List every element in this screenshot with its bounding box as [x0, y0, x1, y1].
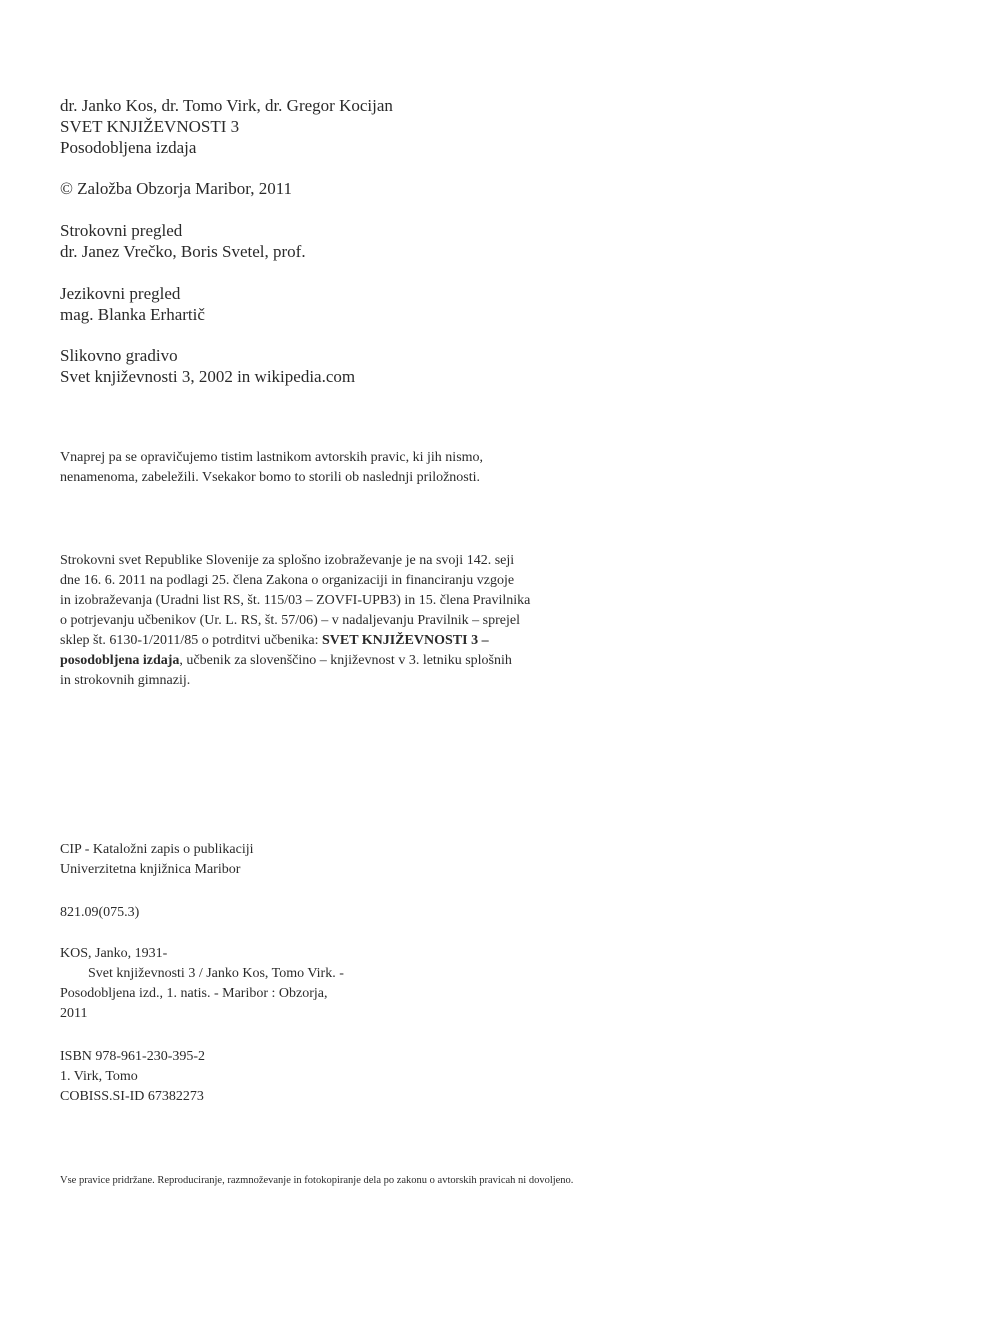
approval-line: dne 16. 6. 2011 na podlagi 25. člena Zakona o organizaciji in financiranju vzgoje — [60, 573, 515, 588]
edition: Posodobljena izdaja — [60, 138, 197, 157]
images-block — [60, 345, 355, 387]
approval-text: sklep št. 6130-1/2011/85 o potrditvi učbenika: — [60, 633, 322, 648]
approval-line: o potrjevanju učbenikov (Ur. L. RS, št. 57/06) – v nadaljevanju Pravilnik – sprejel — [60, 613, 520, 628]
cip-entry — [60, 944, 344, 1024]
language-review-block — [60, 283, 205, 325]
apology-block — [60, 448, 483, 488]
cip-header — [60, 840, 254, 880]
cobiss-id: COBISS.SI-ID 67382273 — [60, 1089, 204, 1104]
added-entry: 1. Virk, Tomo — [60, 1069, 138, 1084]
book-title: SVET KNJIŽEVNOSTI 3 — [60, 117, 240, 136]
review-block — [60, 220, 306, 262]
review-label: Strokovni pregled — [60, 221, 183, 240]
approval-block — [60, 551, 530, 691]
approval-line — [60, 631, 530, 651]
approval-line: Strokovni svet Republike Slovenije za splošno izobraževanje je na svoji 142. seji — [60, 553, 515, 568]
language-review-label: Jezikovni pregled — [60, 284, 181, 303]
cip-udc — [60, 903, 139, 923]
rights-notice — [60, 1174, 573, 1188]
cip-entry-line: Posodobljena izd., 1. natis. - Maribor : Obzorja, — [60, 986, 328, 1001]
apology-line: nenamenoma, zabeležili. Vsekakor bomo to storili ob naslednji priložnosti. — [60, 470, 481, 485]
cip-line: CIP - Kataložni zapis o publikaciji — [60, 842, 254, 857]
copyright-text: © Založba Obzorja Maribor, 2011 — [60, 179, 293, 198]
approval-text: , učbenik za slovenščino – književnost v 3. letniku splošnih — [179, 653, 512, 668]
apology-line: Vnaprej pa se opravičujemo tistim lastnikom avtorskih pravic, ki jih nismo, — [60, 450, 484, 465]
cip-line: Univerzitetna knjižnica Maribor — [60, 862, 241, 877]
cip-entry-line: KOS, Janko, 1931- — [60, 946, 168, 961]
images-label: Slikovno gradivo — [60, 346, 178, 365]
approval-line — [60, 651, 530, 671]
language-review-names: mag. Blanka Erhartič — [60, 305, 205, 324]
approval-title-bold: SVET KNJIŽEVNOSTI 3 – — [321, 633, 489, 648]
cip-entry-line: Svet književnosti 3 / Janko Kos, Tomo Virk. - — [88, 966, 344, 981]
review-names: dr. Janez Vrečko, Boris Svetel, prof. — [60, 242, 306, 261]
isbn: ISBN 978-961-230-395-2 — [60, 1049, 206, 1064]
udc-text: 821.09(075.3) — [60, 905, 140, 920]
authors: dr. Janko Kos, dr. Tomo Virk, dr. Gregor Kocijan — [60, 96, 393, 115]
header-block — [60, 95, 393, 158]
cip-identifiers — [60, 1047, 205, 1107]
images-source: Svet književnosti 3, 2002 in wikipedia.com — [60, 367, 356, 386]
approval-line: in izobraževanja (Uradni list RS, št. 115/03 – ZOVFI-UPB3) in 15. člena Pravilnika — [60, 593, 531, 608]
rights-text: Vse pravice pridržane. Reproduciranje, razmnoževanje in fotokopiranje dela po zakonu o avtorskih pravicah ni dovoljeno. — [60, 1175, 574, 1186]
approval-line: in strokovnih gimnazij. — [60, 673, 191, 688]
copyright — [60, 178, 292, 199]
cip-entry-line: 2011 — [60, 1006, 88, 1021]
approval-edition-bold: posodobljena izdaja — [60, 653, 180, 668]
